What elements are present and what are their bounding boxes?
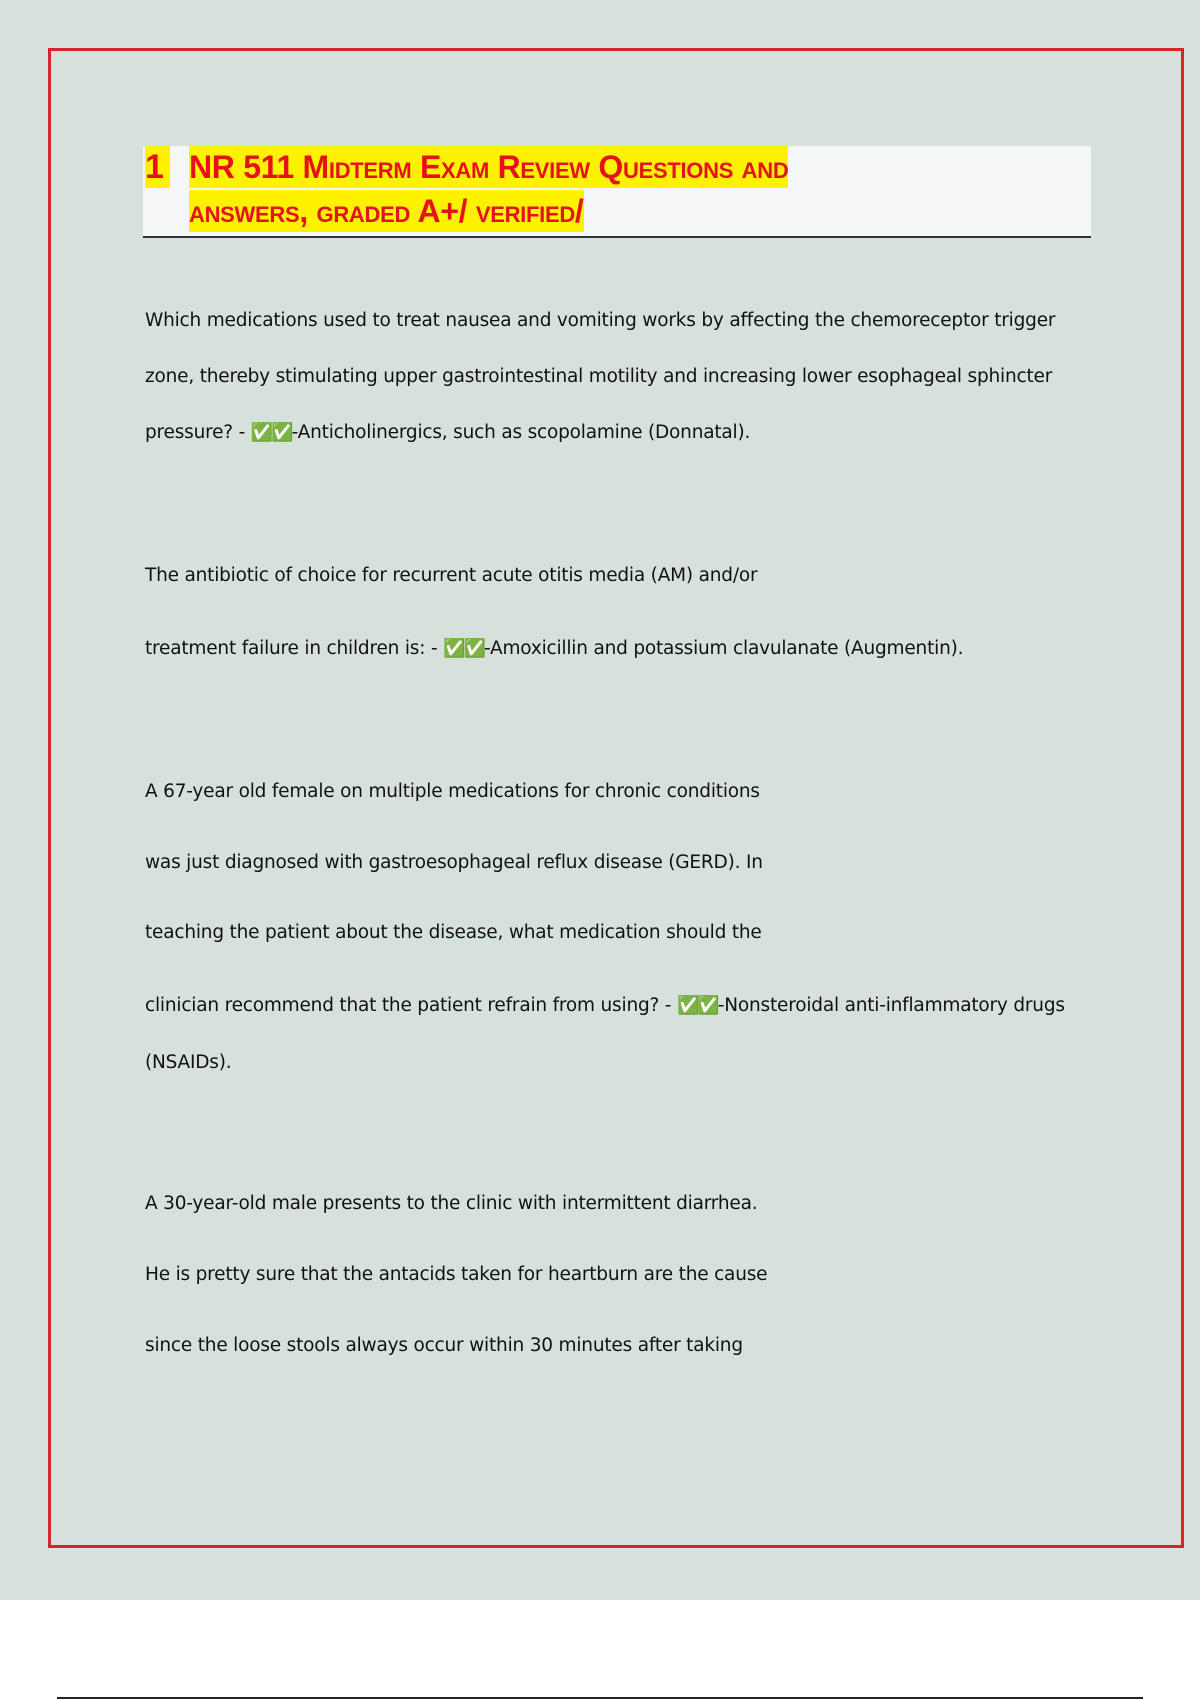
q1-prefix: pressure? - [145,422,251,443]
q2-line-1: The antibiotic of choice for recurrent acute otitis media (AM) and/or [145,565,758,586]
q4-line-3: since the loose stools always occur within 30 minutes after taking [145,1335,743,1356]
title-number: 1 [145,146,170,188]
double-check-icon: ✅✅ [250,422,292,443]
q2-answer-line [145,638,1095,659]
q3-line-3: teaching the patient about the disease, what medication should the [145,922,762,943]
title-line-1: NR 511 Midterm Exam Review Questions and [189,146,788,188]
q3-answer-line [145,995,1095,1016]
q4-line-1: A 30-year-old male presents to the clinic with intermittent diarrhea. [145,1193,758,1214]
footer-rule [57,1697,1143,1699]
q2-answer: -Amoxicillin and potassium clavulanate (Augmentin). [483,638,964,659]
q3-line-1: A 67-year old female on multiple medications for chronic conditions [145,781,760,802]
q3-answer: -Nonsteroidal anti-inflammatory drugs [717,995,1065,1016]
q1-answer: -Anticholinergics, such as scopolamine (Donnatal). [291,422,751,443]
q1-line-1: Which medications used to treat nausea and vomiting works by affecting the chemoreceptor trigger [145,310,1056,331]
title-line-2: answers, graded A+/ verified/ [189,190,584,232]
q1-line-2: zone, thereby stimulating upper gastrointestinal motility and increasing lower esophageal sphincter [145,366,1053,387]
double-check-icon: ✅✅ [676,995,718,1016]
title-text [189,146,1049,234]
document-title [143,146,1091,238]
q3-prefix: clinician recommend that the patient refrain from using? - [145,995,677,1016]
q4-line-2: He is pretty sure that the antacids taken for heartburn are the cause [145,1264,768,1285]
q1-answer-line [145,422,1095,443]
q3-answer-cont: (NSAIDs). [145,1052,232,1073]
q2-prefix: treatment failure in children is: - [145,638,444,659]
q3-line-2: was just diagnosed with gastroesophageal reflux disease (GERD). In [145,852,763,873]
double-check-icon: ✅✅ [443,638,484,659]
